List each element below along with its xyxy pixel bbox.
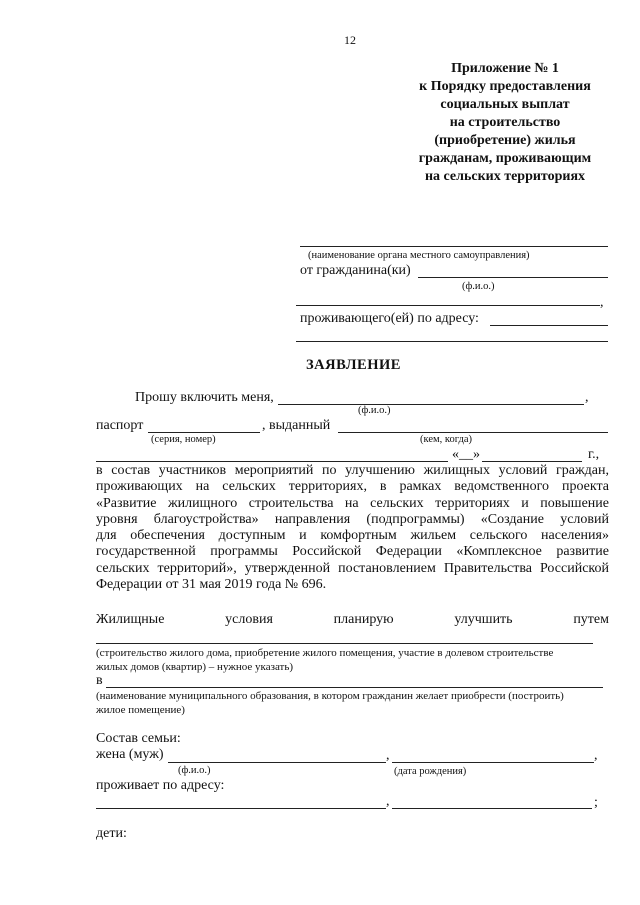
children-label: дети: <box>96 826 127 841</box>
note-line: жилое помещение) <box>96 704 185 716</box>
improve-method-line <box>96 643 593 644</box>
spouse-address-label: проживает по адресу: <box>96 778 225 793</box>
spouse-address-semicolon: ; <box>594 795 598 810</box>
spouse-fio-hint: (ф.и.о.) <box>178 765 211 776</box>
include-label: Прошу включить меня, <box>135 390 274 405</box>
body-line: проживающих на сельских территориях, в рамках ведомственного проекта <box>96 479 609 495</box>
spouse-address-line <box>96 808 386 809</box>
appendix-line: на строительство <box>449 115 561 130</box>
note-line: жилых домов (квартир) – нужное указать) <box>96 661 294 673</box>
organ-name-hint: (наименование органа местного самоуправления) <box>308 250 530 261</box>
from-fio-hint: (ф.и.о.) <box>462 281 495 292</box>
spouse-address-line-2 <box>392 808 592 809</box>
address-line <box>490 325 608 326</box>
spouse-label: жена (муж) <box>96 747 164 762</box>
spouse-birth-line <box>392 762 594 763</box>
municipality-note <box>96 689 610 717</box>
passport-label: паспорт <box>96 418 144 433</box>
family-heading: Состав семьи: <box>96 731 181 746</box>
body-line: «Развитие жилищного строительства на сельских территориях и повышение <box>96 495 609 511</box>
issuer-hint: (кем, когда) <box>420 434 472 445</box>
improve-word: планирую <box>333 612 394 627</box>
spouse-birth-hint: (дата рождения) <box>394 766 467 777</box>
passport-series-hint: (серия, номер) <box>151 434 216 445</box>
body-line: уровня благоустройства» направления (подпрограммы) «Создание условий <box>96 511 609 527</box>
from-citizen-label: от гражданина(ки) <box>300 263 411 278</box>
address-label: проживающего(ей) по адресу: <box>300 311 479 326</box>
appendix-line: Приложение № 1 <box>451 61 559 76</box>
organ-name-line <box>300 246 608 247</box>
address-line-2 <box>296 341 608 342</box>
applicant-fio-hint: (ф.и.о.) <box>358 405 391 416</box>
body-line: сельских территорий», утвержденной постановлением Правительства Российской <box>96 560 609 576</box>
body-line: государственной программы Российской Федерации «Комплексное развитие <box>96 544 609 560</box>
issue-date-quote: «__» <box>452 447 480 462</box>
appendix-line: социальных выплат <box>440 97 570 112</box>
appendix-line: на сельских территориях <box>424 169 586 184</box>
body-line: Федерации от 31 мая 2019 года № 696. <box>96 577 327 593</box>
applicant-fio-line <box>278 404 584 405</box>
appendix-line: гражданам, проживающим <box>418 151 592 166</box>
spouse-address-separator: , <box>386 794 390 809</box>
issuer-continuation-line <box>96 461 448 462</box>
appendix-header <box>395 60 615 186</box>
in-label: в <box>96 673 103 688</box>
appendix-line: к Порядку предоставления <box>419 79 591 94</box>
issued-label: , выданный <box>262 418 331 433</box>
improve-word: условия <box>225 612 273 627</box>
issued-by-line <box>338 432 608 433</box>
spouse-comma: , <box>386 748 390 763</box>
body-line: для обеспечения доступным и комфортным жильем сельского населения» <box>96 528 609 544</box>
applicant-comma: , <box>585 390 589 405</box>
address-extra-comma: , <box>600 295 604 310</box>
body-line: в состав участников мероприятий по улучшению жилищных условий граждан, <box>96 463 609 478</box>
improve-word: путем <box>573 612 609 627</box>
appendix-line: (приобретение) жилья <box>434 133 576 148</box>
page-number: 12 <box>344 33 356 47</box>
address-extra-line <box>296 305 600 306</box>
spouse-fio-line <box>168 762 386 763</box>
body-paragraph <box>96 463 609 593</box>
municipality-line <box>106 687 603 688</box>
improve-method-note <box>96 646 610 674</box>
passport-line <box>148 432 260 433</box>
improve-sentence <box>96 612 609 628</box>
improve-word: Жилищные <box>96 612 165 627</box>
issue-year-suffix: г., <box>588 447 600 462</box>
note-line: (наименование муниципального образования, в котором гражданин желает приобрести (построить) <box>96 690 564 702</box>
issue-year-line <box>482 461 582 462</box>
from-citizen-line <box>418 277 608 278</box>
spouse-end-comma: , <box>594 748 598 763</box>
note-line: (строительство жилого дома, приобретение жилого помещения, участие в долевом строительстве <box>96 647 554 659</box>
document-title: ЗАЯВЛЕНИЕ <box>306 357 401 373</box>
improve-word: улучшить <box>454 612 513 627</box>
